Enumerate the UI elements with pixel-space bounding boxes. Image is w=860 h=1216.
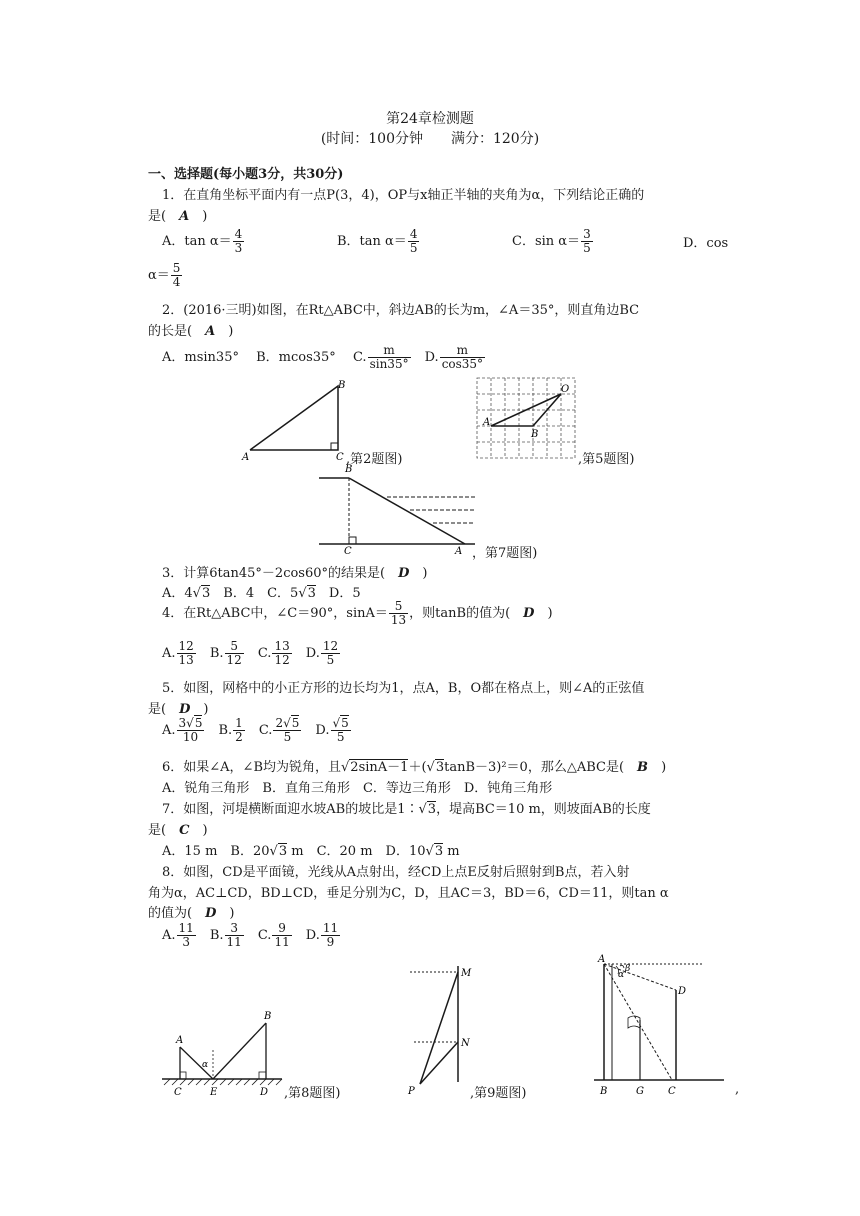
fig7-label-c: C: [344, 546, 352, 555]
fig8-label-c: C: [174, 1087, 182, 1098]
q1-answer: A: [179, 209, 190, 224]
figure-8: [158, 1005, 286, 1101]
q6-answer: B: [637, 760, 649, 775]
fig10-label-c: C: [668, 1086, 676, 1097]
q3-options: A．4√3 B．4 C．5√3 D．5: [162, 586, 361, 601]
q7-answer: C: [179, 823, 190, 838]
q4-options: A. $\frac{12}{13}$ B. $\frac{5}{12}$ C. $\frac{13}{12}$ D. $\frac{12}{5}$: [162, 639, 339, 667]
fig10-label-g: G: [636, 1086, 644, 1097]
q2-stem: 2．(2016·三明)如图，在Rt△ABC中，斜边AB的长为m，∠A＝35°，则直角边BC: [162, 303, 640, 318]
fig5-caption: ,第5题图): [578, 452, 635, 467]
q2-answer: A: [205, 324, 216, 339]
q6-options: A．锐角三角形 B．直角三角形 C．等边三角形 D．钝角三角形: [162, 781, 553, 796]
fig9-caption: ,第9题图): [470, 1086, 527, 1101]
fig8-label-a: A: [176, 1035, 184, 1046]
fig8-label-e: E: [210, 1087, 218, 1098]
fig8-caption: ,第8题图): [284, 1086, 341, 1101]
figure-9: [402, 960, 476, 1100]
q8-stem-2: 角为α，AC⊥CD，BD⊥CD，垂足分别为C，D，且AC＝3，BD＝6，CD＝11，则tan α: [148, 886, 669, 901]
fig2-caption: ,第2题图): [346, 452, 403, 467]
figure-5: [474, 375, 579, 460]
q1-option-b: B．tan α＝ $\frac{4}{5}$: [337, 227, 418, 255]
fig2-label-a: A: [242, 452, 250, 463]
q7-stem-2: 是( C ): [148, 823, 208, 838]
q1-option-d-2: α＝ $\frac{5}{4}$: [148, 261, 181, 289]
fig8-label-alpha: α: [202, 1060, 209, 1070]
page-title: 第24章检测题: [386, 111, 474, 127]
fig8-label-d: D: [260, 1087, 269, 1098]
fig10-label-d: D: [678, 986, 687, 997]
fig2-label-c: C: [336, 452, 344, 463]
fig9-label-p: P: [408, 1086, 415, 1097]
q2-stem-2: 的长是( A ): [148, 324, 234, 339]
figure-7: [315, 460, 480, 555]
fig10-label-a: A: [598, 954, 606, 965]
q8-stem-3: 的值为( D ): [148, 906, 235, 921]
q4-stem: 4．在Rt△ABC中，∠C＝90°，sinA＝ $\frac{5}{13}$ ，则tanB的值为( D ): [162, 599, 553, 627]
q5-answer: D: [179, 702, 191, 717]
q8-answer: D: [205, 906, 217, 921]
q4-answer: D: [523, 606, 535, 621]
page-subtitle: (时间：100分钟 满分：120分): [320, 131, 540, 147]
q3-stem: 3．计算6tan45°－2cos60°的结果是( D ): [162, 566, 428, 581]
fig7-label-b: B: [345, 464, 353, 475]
q1-option-c: C．sin α＝ $\frac{3}{5}$: [512, 227, 591, 255]
q3-answer: D: [398, 566, 410, 581]
fig5-label-b: B: [531, 429, 539, 440]
q5-stem: 5．如图，网格中的小正方形的边长均为1，点A，B，O都在格点上，则∠A的正弦值: [162, 681, 645, 696]
fig10-caption: ,: [735, 1082, 740, 1097]
fig9-label-n: N: [461, 1038, 470, 1049]
fig9-label-m: M: [461, 968, 472, 979]
fig10-label-alpha: α: [618, 970, 625, 980]
q2-options: A．msin35° B．mcos35° C. $\frac{m}{\sin 35^\circ}$ D. $\frac{m}{\cos 35^\circ}$: [162, 343, 484, 371]
q6-stem: 6．如果∠A，∠B均为锐角，且√2sinA－1＋(√3tanB－3)²＝0，那么△ABC是( B ): [162, 760, 667, 775]
q1-stem: 1．在直角坐标平面内有一点P(3，4)，OP与x轴正半轴的夹角为α，下列结论正确的: [162, 188, 645, 203]
fig10-label-b: B: [600, 1086, 608, 1097]
q7-options: A．15 m B．20√3 m C．20 m D．10√3 m: [162, 844, 460, 859]
figure-10: [592, 950, 732, 1102]
q7-stem: 7．如图，河堤横断面迎水坡AB的坡比是1∶√3，堤高BC＝10 m，则坡面AB的长度: [162, 802, 651, 817]
fig7-caption: ，第7题图): [472, 546, 538, 561]
q8-options: A. $\frac{11}{3}$ B. $\frac{3}{11}$ C. $\frac{9}{11}$ D. $\frac{11}{9}$: [162, 921, 339, 949]
q8-stem: 8．如图，CD是平面镜，光线从A点射出，经CD上点E反射后照射到B点，若入射: [162, 865, 630, 880]
fig8-label-b: B: [264, 1011, 272, 1022]
section-heading: 一、选择题(每小题3分，共30分): [148, 167, 344, 182]
figure-2: [240, 378, 350, 463]
fig5-label-a: A: [483, 417, 491, 428]
fig2-label-b: B: [338, 380, 346, 391]
q1-option-a: A．tan α＝ $\frac{4}{3}$: [162, 227, 243, 255]
fig7-label-a: A: [455, 546, 463, 555]
q5-options: A. $\frac{3√5}{10}$ B. $\frac{1}{2}$ C. $\frac{2√5}{5}$ D. $\frac{√5}{5}$: [162, 716, 349, 744]
q1-option-d: D．cos: [683, 236, 729, 251]
fig10-label-beta: β: [625, 964, 631, 974]
q5-stem-2: 是( D ): [148, 702, 209, 717]
q1-stem-2: 是( A ): [148, 209, 208, 224]
fig5-label-o: O: [561, 384, 570, 395]
